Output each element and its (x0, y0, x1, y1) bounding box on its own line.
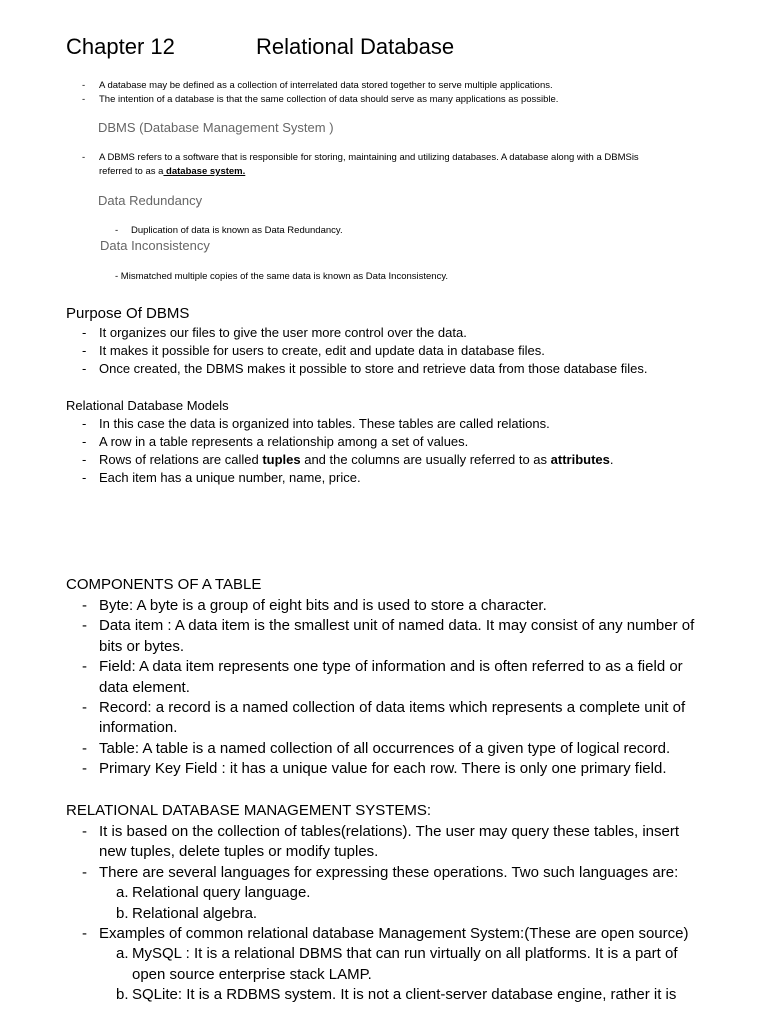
tuples-term: tuples (262, 452, 301, 467)
models-text: and the columns are usually referred to as (300, 452, 551, 467)
models-text: . (609, 452, 614, 467)
models-text: Rows of relations are called (99, 452, 263, 467)
sub-list-marker: a. (116, 884, 129, 902)
purpose-list (66, 324, 647, 378)
page-title: Relational Database (256, 34, 455, 59)
dbms-heading: DBMS (Database Management System ) (98, 120, 334, 135)
sub-list-item (99, 904, 706, 924)
inconsistency-text: - Mismatched multiple copies of the same data is known as Data Inconsistency. (115, 271, 449, 282)
chapter-number: Chapter 12 (66, 34, 175, 59)
sub-list-marker: b. (116, 904, 129, 922)
database-system-link: database system. (163, 166, 246, 177)
list-item (66, 863, 706, 924)
list-item: - Record: a record is a named collection of data items which represents a complete unit of information. (66, 698, 706, 739)
sub-list-item (99, 944, 706, 985)
rdbms-item-text: Examples of common relational database Management System:(These are open source) (99, 925, 689, 943)
redundancy-heading: Data Redundancy (98, 193, 203, 208)
list-item: - Field: A data item represents one type of information and is often referred to as a field or data element. (66, 657, 706, 698)
rdbms-list (66, 822, 706, 1006)
list-item: - A row in a table represents a relationship among a set of values. (66, 433, 614, 451)
redundancy-dash: - (115, 225, 119, 236)
list-item: - Once created, the DBMS makes it possible to store and retrieve data from those database files. (66, 360, 647, 378)
inconsistency-heading: Data Inconsistency (100, 238, 210, 253)
models-heading: Relational Database Models (66, 398, 229, 413)
list-item: - The intention of a database is that the same collection of data should serve as many applications as possible. (66, 93, 558, 107)
list-item: - It is based on the collection of tables(relations). The user may query these tables, insert new tuples, delete tuples or modify tuples. (66, 822, 706, 863)
sub-list-item (99, 883, 706, 903)
list-item: - In this case the data is organized into tables. These tables are called relations. (66, 415, 614, 433)
list-item (66, 151, 666, 179)
dbms-list (66, 151, 666, 179)
purpose-heading: Purpose Of DBMS (66, 305, 190, 322)
examples-list (99, 944, 706, 1005)
list-item: - Each item has a unique number, name, price. (66, 469, 614, 487)
list-item (66, 451, 614, 469)
components-list (66, 596, 706, 780)
sub-list-text: Relational query language. (132, 884, 311, 902)
list-item (66, 924, 706, 1006)
sub-list-item (99, 985, 706, 1005)
dbms-text: A DBMS refers to a software that is responsible for storing, maintaining and utilizing databases. A database along with a DBMSis referred to as a (99, 152, 639, 177)
rdbms-heading: RELATIONAL DATABASE MANAGEMENT SYSTEMS: (66, 802, 432, 819)
list-item: - It organizes our files to give the user more control over the data. (66, 324, 647, 342)
models-list (66, 415, 614, 487)
components-heading: COMPONENTS OF A TABLE (66, 576, 262, 593)
list-item: - Data item : A data item is the smallest unit of named data. It may consist of any number of bits or bytes. (66, 616, 706, 657)
intro-list (66, 79, 558, 107)
languages-list (99, 883, 706, 924)
sub-list-marker: b. (116, 986, 129, 1004)
list-item: - Byte: A byte is a group of eight bits and is used to store a character. (66, 596, 706, 616)
sub-list-text: SQLite: It is a RDBMS system. It is not a client-server database engine, rather it is (132, 986, 677, 1004)
attributes-term: attributes (550, 452, 610, 467)
list-item: - Table: A table is a named collection of all occurrences of a given type of logical record. (66, 739, 706, 759)
redundancy-text: Duplication of data is known as Data Redundancy. (131, 225, 343, 236)
list-item: - A database may be defined as a collection of interrelated data stored together to serve multiple applications. (66, 79, 558, 93)
sub-list-marker: a. (116, 945, 129, 963)
list-item: - It makes it possible for users to create, edit and update data in database files. (66, 342, 647, 360)
rdbms-item-text: There are several languages for expressing these operations. Two such languages are: (99, 863, 679, 881)
sub-list-text: MySQL : It is a relational DBMS that can run virtually on all platforms. It is a part of open source enterprise stack LAMP. (132, 945, 678, 983)
list-item: - Primary Key Field : it has a unique value for each row. There is only one primary field. (66, 759, 706, 779)
sub-list-text: Relational algebra. (132, 904, 258, 922)
